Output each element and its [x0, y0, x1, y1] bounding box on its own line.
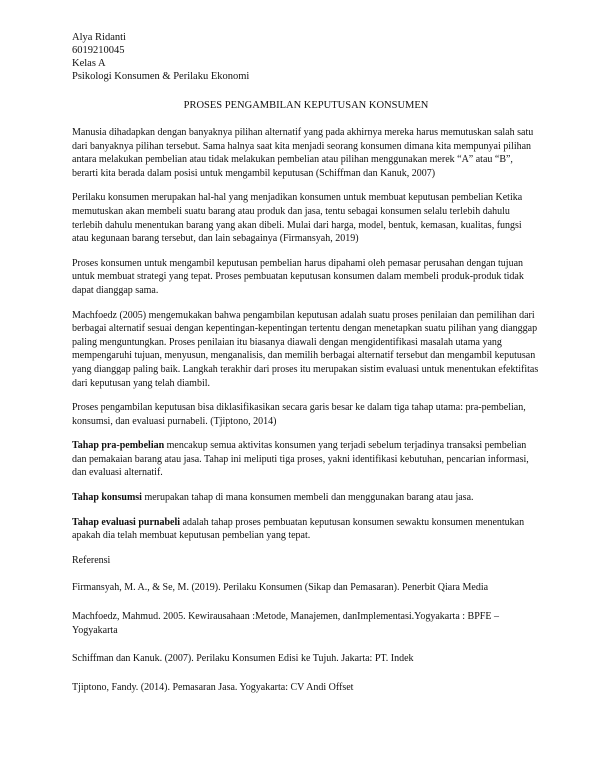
paragraph-consumption [72, 491, 540, 505]
paragraph-post-purchase [72, 516, 540, 543]
class-label: Kelas A [72, 58, 106, 69]
paragraph-consumer-behavior: Perilaku konsumen merupakan hal-hal yang menjadikan konsumen untuk membuat keputusan pembelian Ketika memutuskan akan membeli suatu barang atau produk dan jasa, tentu sebagai konsumen selalu terlebih dahulu terlebih dahulu menentukan barang yang akan dibeli. Mulai dari harga, model, bentuk, kemasan, kualitas, fungsi atau kegunaan barang tersebut, dan lain sebagainya (Firmansyah, 2019) [72, 192, 523, 245]
paragraph-pre-purchase [72, 439, 540, 480]
body-post-purchase: adalah tahap proses pembuatan keputusan konsumen sewaktu konsumen menentukan apakah dia telah membuat keputusan pembelian yang tepat. [72, 516, 525, 542]
term-consumption: Tahap konsumsi [72, 492, 142, 504]
reference-item: Schiffman dan Kanuk. (2007). Perilaku Konsumen Edisi ke Tujuh. Jakarta: PT. Indek [72, 653, 414, 665]
body-consumption: merupakan tahap di mana konsumen membeli dan menggunakan barang atau jasa. [141, 492, 474, 504]
paragraph-process: Proses konsumen untuk mengambil keputusan pembelian harus dipahami oleh pemasar perusahan dengan tujuan untuk membuat strategi yang tepat. Proses pembuatan keputusan konsumen dalam membeli produk-produk tidak dapat dianggap sama. [72, 257, 524, 296]
course-name: Psikologi Konsumen & Perilaku Ekonomi [72, 71, 250, 82]
document-title: PROSES PENGAMBILAN KEPUTUSAN KONSUMEN [183, 100, 429, 111]
author-name: Alya Ridanti [72, 32, 126, 43]
body-pre-purchase: mencakup semua aktivitas konsumen yang terjadi sebelum terjadinya transaksi pembelian dan pemakaian barang atau jasa. Tahap ini meliputi tiga proses, yakni identifikasi kebutuhan, pencarian informasi, dan evaluasi alternatif. [72, 440, 529, 479]
student-id: 6019210045 [72, 45, 125, 56]
paragraph-intro: Manusia dihadapkan dengan banyaknya pilihan alternatif yang pada akhirnya mereka harus memutuskan salah satu dari banyaknya pilihan tersebut. Sama halnya saat kita menjadi seorang konsumen dimana kita mempunyai pilihan antara melakukan pembelian atau tidak melakukan pembelian atau pilihan menggunakan merek “A” atau “B”, berarti kita berada dalam posisi untuk mengambil keputusan (Schiffman dan Kanuk, 2007) [72, 127, 534, 179]
term-post-purchase: Tahap evaluasi purnabeli [72, 516, 181, 528]
reference-item: Tjiptono, Fandy. (2014). Pemasaran Jasa. Yogyakarta: CV Andi Offset [72, 681, 354, 693]
paragraph-machfoedz: Machfoedz (2005) mengemukakan bahwa pengambilan keputusan adalah suatu proses penilaian dan pemilihan dari berbagai alternatif sesuai dengan kepentingan-kepentingan tertentu dengan menetapkan suatu pilihan yang dianggap paling menguntungkan. Proses penilaian itu biasanya diawali dengan mengidentifikasi masalah utama yang mempengaruhi tujuan, menyusun, menganalisis, dan memilih berbagai alternatif tersebut dan mengambil keputusan yang dianggap paling baik. Langkah terakhir dari proses itu merupakan sistim evaluasi untuk menentukan efektifitas dari keputusan yang telah diambil. [72, 309, 539, 389]
reference-item: Machfoedz, Mahmud. 2005. Kewirausahaan :Metode, Manajemen, danImplementasi.Yogyakarta : BPFE – Yogyakarta [72, 611, 499, 636]
term-pre-purchase: Tahap pra-pembelian [72, 440, 165, 452]
paragraph-stages: Proses pengambilan keputusan bisa diklasifikasikan secara garis besar ke dalam tiga tahap utama: pra-pembelian, konsumsi, dan evaluasi purnabeli. (Tjiptono, 2014) [72, 402, 526, 427]
reference-item: Firmansyah, M. A., & Se, M. (2019). Perilaku Konsumen (Sikap dan Pemasaran). Penerbit Qiara Media [72, 582, 489, 594]
references-heading: Referensi [72, 554, 111, 566]
references-section [72, 554, 540, 695]
author-header [72, 31, 540, 83]
